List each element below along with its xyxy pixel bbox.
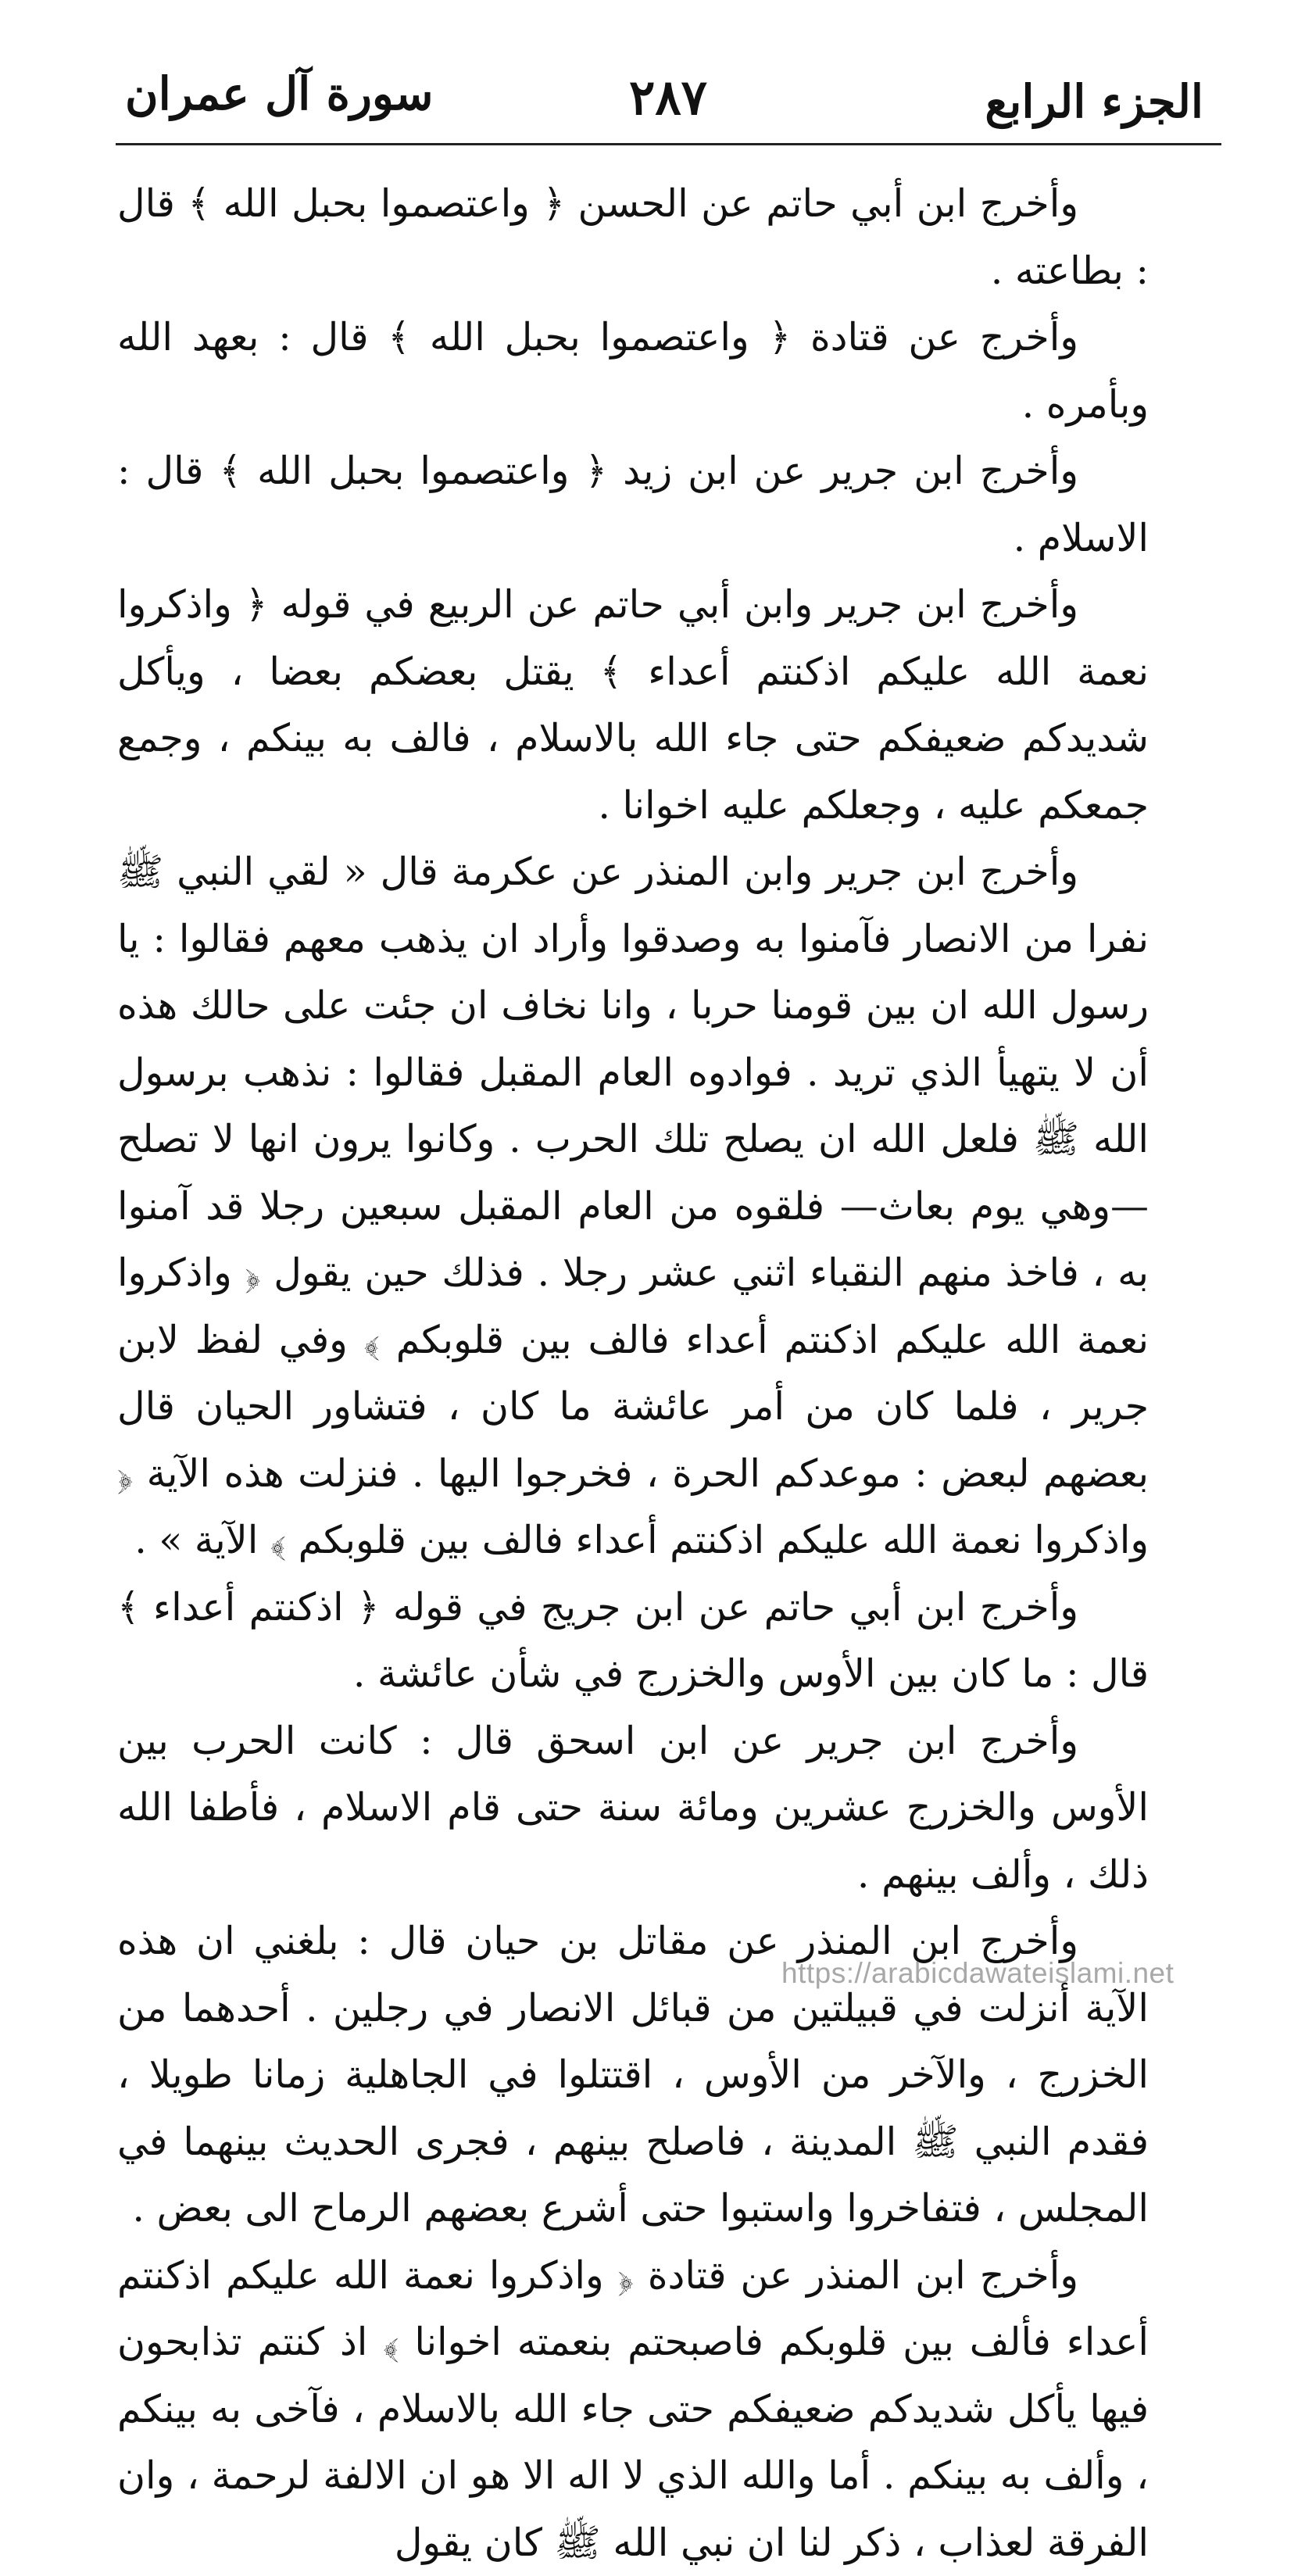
header-divider xyxy=(116,143,1221,145)
body-text xyxy=(117,170,1149,2576)
part-title: الجزء الرابع xyxy=(985,70,1203,133)
surah-title: سورة آل عمران xyxy=(125,63,433,125)
paragraph: وأخرج ابن جرير عن ابن زيد ﴿ واعتصموا بحبل الله ﴾ قال : الاسلام . xyxy=(117,438,1149,571)
page-number: ٢٨٧ xyxy=(113,66,1223,129)
watermark-url: https://arabicdawateislami.net xyxy=(781,1954,1219,1993)
paragraph: وأخرج ابن أبي حاتم عن ابن جريج في قوله ﴿ اذكنتم أعداء ﴾ قال : ما كان بين الأوس والخزرج في شأن عائشة . xyxy=(117,1574,1149,1708)
paragraph: وأخرج ابن جرير عن ابن اسحق قال : كانت الحرب بين الأوس والخزرج عشرين ومائة سنة حتى قام الاسلام ، فأطفا الله ذلك ، وألف بينهم . xyxy=(117,1708,1149,1909)
paragraph: وأخرج ابن أبي حاتم عن الحسن ﴿ واعتصموا بحبل الله ﴾ قال : بطاعته . xyxy=(117,170,1149,304)
paragraph: وأخرج ابن جرير وابن المنذر عن عكرمة قال « لقي النبي ﷺ نفرا من الانصار فآمنوا به وصدقوا وأراد ان يذهب معهم فقالوا : يا رسول الله ان بين قومنا حربا ، وانا نخاف ان جئت على حالك هذه أن لا يتهيأ الذي تريد . فوادوه العام المقبل فقالوا : نذهب برسول الله ﷺ فلعل الله ان يصلح تلك الحرب . وكانوا يرون انها لا تصلح —وهي يوم بعاث— فلقوه من العام المقبل سبعين رجلا قد آمنوا به ، فاخذ منهم النقباء اثني عشر رجلا . فذلك حين يقول ﴿ واذكروا نعمة الله عليكم اذكنتم أعداء فالف بين قلوبكم ﴾ وفي لفظ لابن جرير ، فلما كان من أمر عائشة ما كان ، فتشاور الحيان قال بعضهم لبعض : موعدكم الحرة ، فخرجوا اليها . فنزلت هذه الآية ﴿ واذكروا نعمة الله عليكم اذكنتم أعداء فالف بين قلوبكم ﴾ الآية » . xyxy=(117,839,1149,1574)
paragraph: وأخرج ابن المنذر عن مقاتل بن حيان قال : بلغني ان هذه الآية أنزلت في قبيلتين من قبائل الانصار في رجلين . أحدهما من الخزرج ، والآخر من الأوس ، اقتتلوا في الجاهلية زمانا طويلا ، فقدم النبي ﷺ المدينة ، فاصلح بينهم ، فجرى الحديث بينهما في المجلس ، فتفاخروا واستبوا حتى أشرع بعضهم الرماح الى بعض . xyxy=(117,1908,1149,2242)
page-header xyxy=(113,55,1223,148)
paragraph: وأخرج ابن المنذر عن قتادة ﴿ واذكروا نعمة الله عليكم اذكنتم أعداء فألف بين قلوبكم فاصبحتم بنعمته اخوانا ﴾ اذ كنتم تذابحون فيها يأكل شديدكم ضعيفكم حتى جاء الله بالاسلام ، فآخى به بينكم ، وألف به بينكم . أما والله الذي لا اله الا هو ان الالفة لرحمة ، وان الفرقة لعذاب ، ذكر لنا ان نبي الله ﷺ كان يقول xyxy=(117,2242,1149,2576)
paragraph: وأخرج ابن جرير وابن أبي حاتم عن الربيع في قوله ﴿ واذكروا نعمة الله عليكم اذكنتم أعداء ﴾ يقتل بعضكم بعضا ، ويأكل شديدكم ضعيفكم حتى جاء الله بالاسلام ، فالف به بينكم ، وجمع جمعكم عليه ، وجعلكم عليه اخوانا . xyxy=(117,571,1149,839)
paragraph: وأخرج عن قتادة ﴿ واعتصموا بحبل الله ﴾ قال : بعهد الله وبأمره . xyxy=(117,304,1149,438)
